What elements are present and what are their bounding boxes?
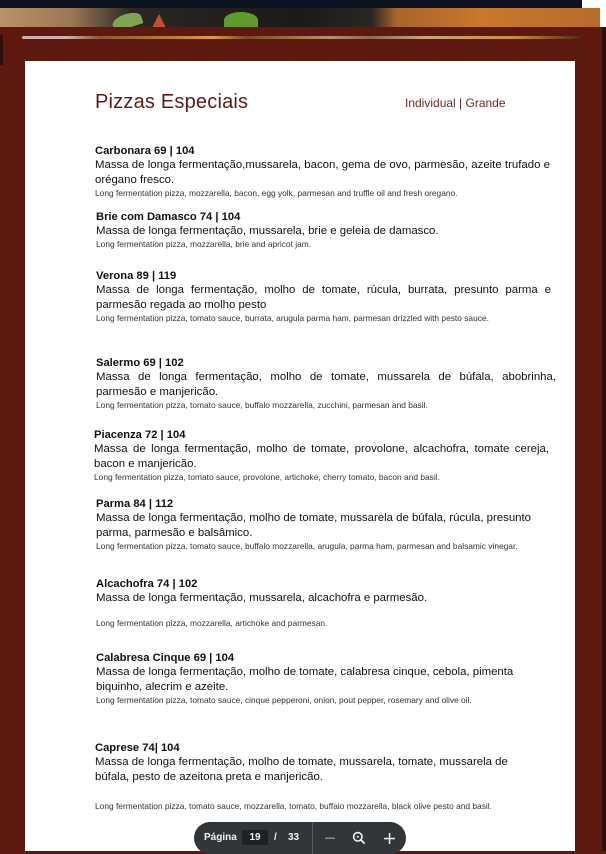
zoom-reset-button[interactable] xyxy=(347,826,371,850)
menu-item xyxy=(96,356,556,411)
magnifier-icon xyxy=(352,831,366,845)
menu-item xyxy=(96,497,536,552)
minus-icon xyxy=(324,832,336,844)
item-name-price: Piacenza 72 | 104 xyxy=(94,429,186,441)
toolbar-divider xyxy=(312,822,313,854)
item-description-en: Long fermentation pizza, mozzarella, artichoke and parmesan. xyxy=(96,618,328,628)
frame-shadow xyxy=(0,35,3,65)
item-description-en: Long fermentation pizza, tomato sauce, provolone, artichoke, cherry tomato, bacon and basil. xyxy=(94,472,440,482)
decorative-gold-line xyxy=(22,36,582,39)
item-name-price: Verona 89 | 119 xyxy=(96,270,177,282)
item-description-en: Long fermentation pizza, tomato sauce, cinque pepperoni, onion, pout pepper, rosemary and olive oil. xyxy=(96,695,472,705)
size-header: Individual | Grande xyxy=(405,96,506,110)
item-description-en: Long fermentation pizza, tomato sauce, buffalo mozzarella, arugula, parma ham, parmesan and balsamic vinegar. xyxy=(96,541,518,551)
menu-item xyxy=(96,651,536,706)
basil-leaf-image xyxy=(224,12,258,28)
menu-item xyxy=(95,144,550,199)
item-description-pt: Massa de longa fermentação, mussarela, alcachofra e parmesão. xyxy=(96,592,428,604)
menu-item xyxy=(96,577,551,629)
item-description-pt: Massa de longa fermentação, molho de tomate, provolone, alcachofra, tomate cereja, bacon e manjericão. xyxy=(94,443,549,470)
item-description-pt: Massa de longa fermentação, molho de tomate, mussarela, tomate, mussarela de búfala, pesto de azeitona preta e manjericão. xyxy=(95,756,508,783)
menu-item xyxy=(94,428,549,483)
page-number-input[interactable]: 19 xyxy=(242,830,268,845)
item-description-en: Long fermentation pizza, tomato sauce, buffalo mozzarella, zucchini, parmesan and basil. xyxy=(96,400,428,410)
top-bar xyxy=(0,0,606,8)
pizza-photo-strip xyxy=(0,8,600,28)
zoom-out-button[interactable] xyxy=(318,826,342,850)
item-name-price: Calabresa Cinque 69 | 104 xyxy=(96,652,235,664)
menu-item xyxy=(96,269,551,324)
zoom-in-button[interactable] xyxy=(377,826,401,850)
item-name-price: Carbonara 69 | 104 xyxy=(95,145,195,157)
tomato-image xyxy=(152,14,166,28)
frame-shadow xyxy=(602,27,606,851)
item-description-pt: Massa de longa fermentação, molho de tomate, mussarela de búfala, abobrinha, parmesão e manjericão. xyxy=(96,371,556,398)
item-name-price: Brie com Damasco 74 | 104 xyxy=(96,211,241,223)
item-description-en: Long fermentation pizza, mozzarella, bacon, egg yolk, parmesan and truffle oil and fresh oregano. xyxy=(95,188,458,198)
item-description-pt: Massa de longa fermentação, mussarela, brie e geleia de damasco. xyxy=(96,225,439,237)
item-name-price: Parma 84 | 112 xyxy=(96,498,174,510)
item-description-pt: Massa de longa fermentação, molho de tomate, mussarela de búfala, rúcula, presunto parma, parmesão e balsâmico. xyxy=(96,512,531,539)
page-separator: / xyxy=(274,832,277,843)
item-name-price: Caprese 74| 104 xyxy=(95,742,180,754)
item-description-pt: Massa de longa fermentação, molho de tomate, rúcula, burrata, presunto parma e parmesão regada ao molho pesto xyxy=(96,284,551,311)
page-navigation-toolbar xyxy=(194,822,406,854)
menu-item xyxy=(95,741,545,812)
page-title: Pizzas Especiais xyxy=(95,91,249,113)
page-label: Página xyxy=(204,832,237,843)
page-total: 33 xyxy=(288,832,300,843)
item-description-pt: Massa de longa fermentação,mussarela, bacon, gema de ovo, parmesão, azeite trufado e orégano fresco. xyxy=(95,159,550,186)
plus-icon xyxy=(383,832,396,845)
item-description-en: Long fermentation pizza, tomato sauce, mozzarella, tomato, buffalo mozzarella, black olive pesto and basil. xyxy=(95,801,492,811)
item-description-en: Long fermentation pizza, tomato sauce, burrata, arugula parma ham, parmesan drizzled with pesto sauce. xyxy=(96,313,489,323)
menu-page xyxy=(25,61,575,851)
item-description-pt: Massa de longa fermentação, molho de tomate, calabresa cinque, cebola, pimenta biquinho, alecrim e azeite. xyxy=(96,666,514,693)
item-name-price: Alcachofra 74 | 102 xyxy=(96,578,198,590)
item-name-price: Salermo 69 | 102 xyxy=(96,357,184,369)
menu-item xyxy=(96,210,551,250)
item-description-en: Long fermentation pizza, mozzarella, brie and apricot jam. xyxy=(96,239,312,249)
